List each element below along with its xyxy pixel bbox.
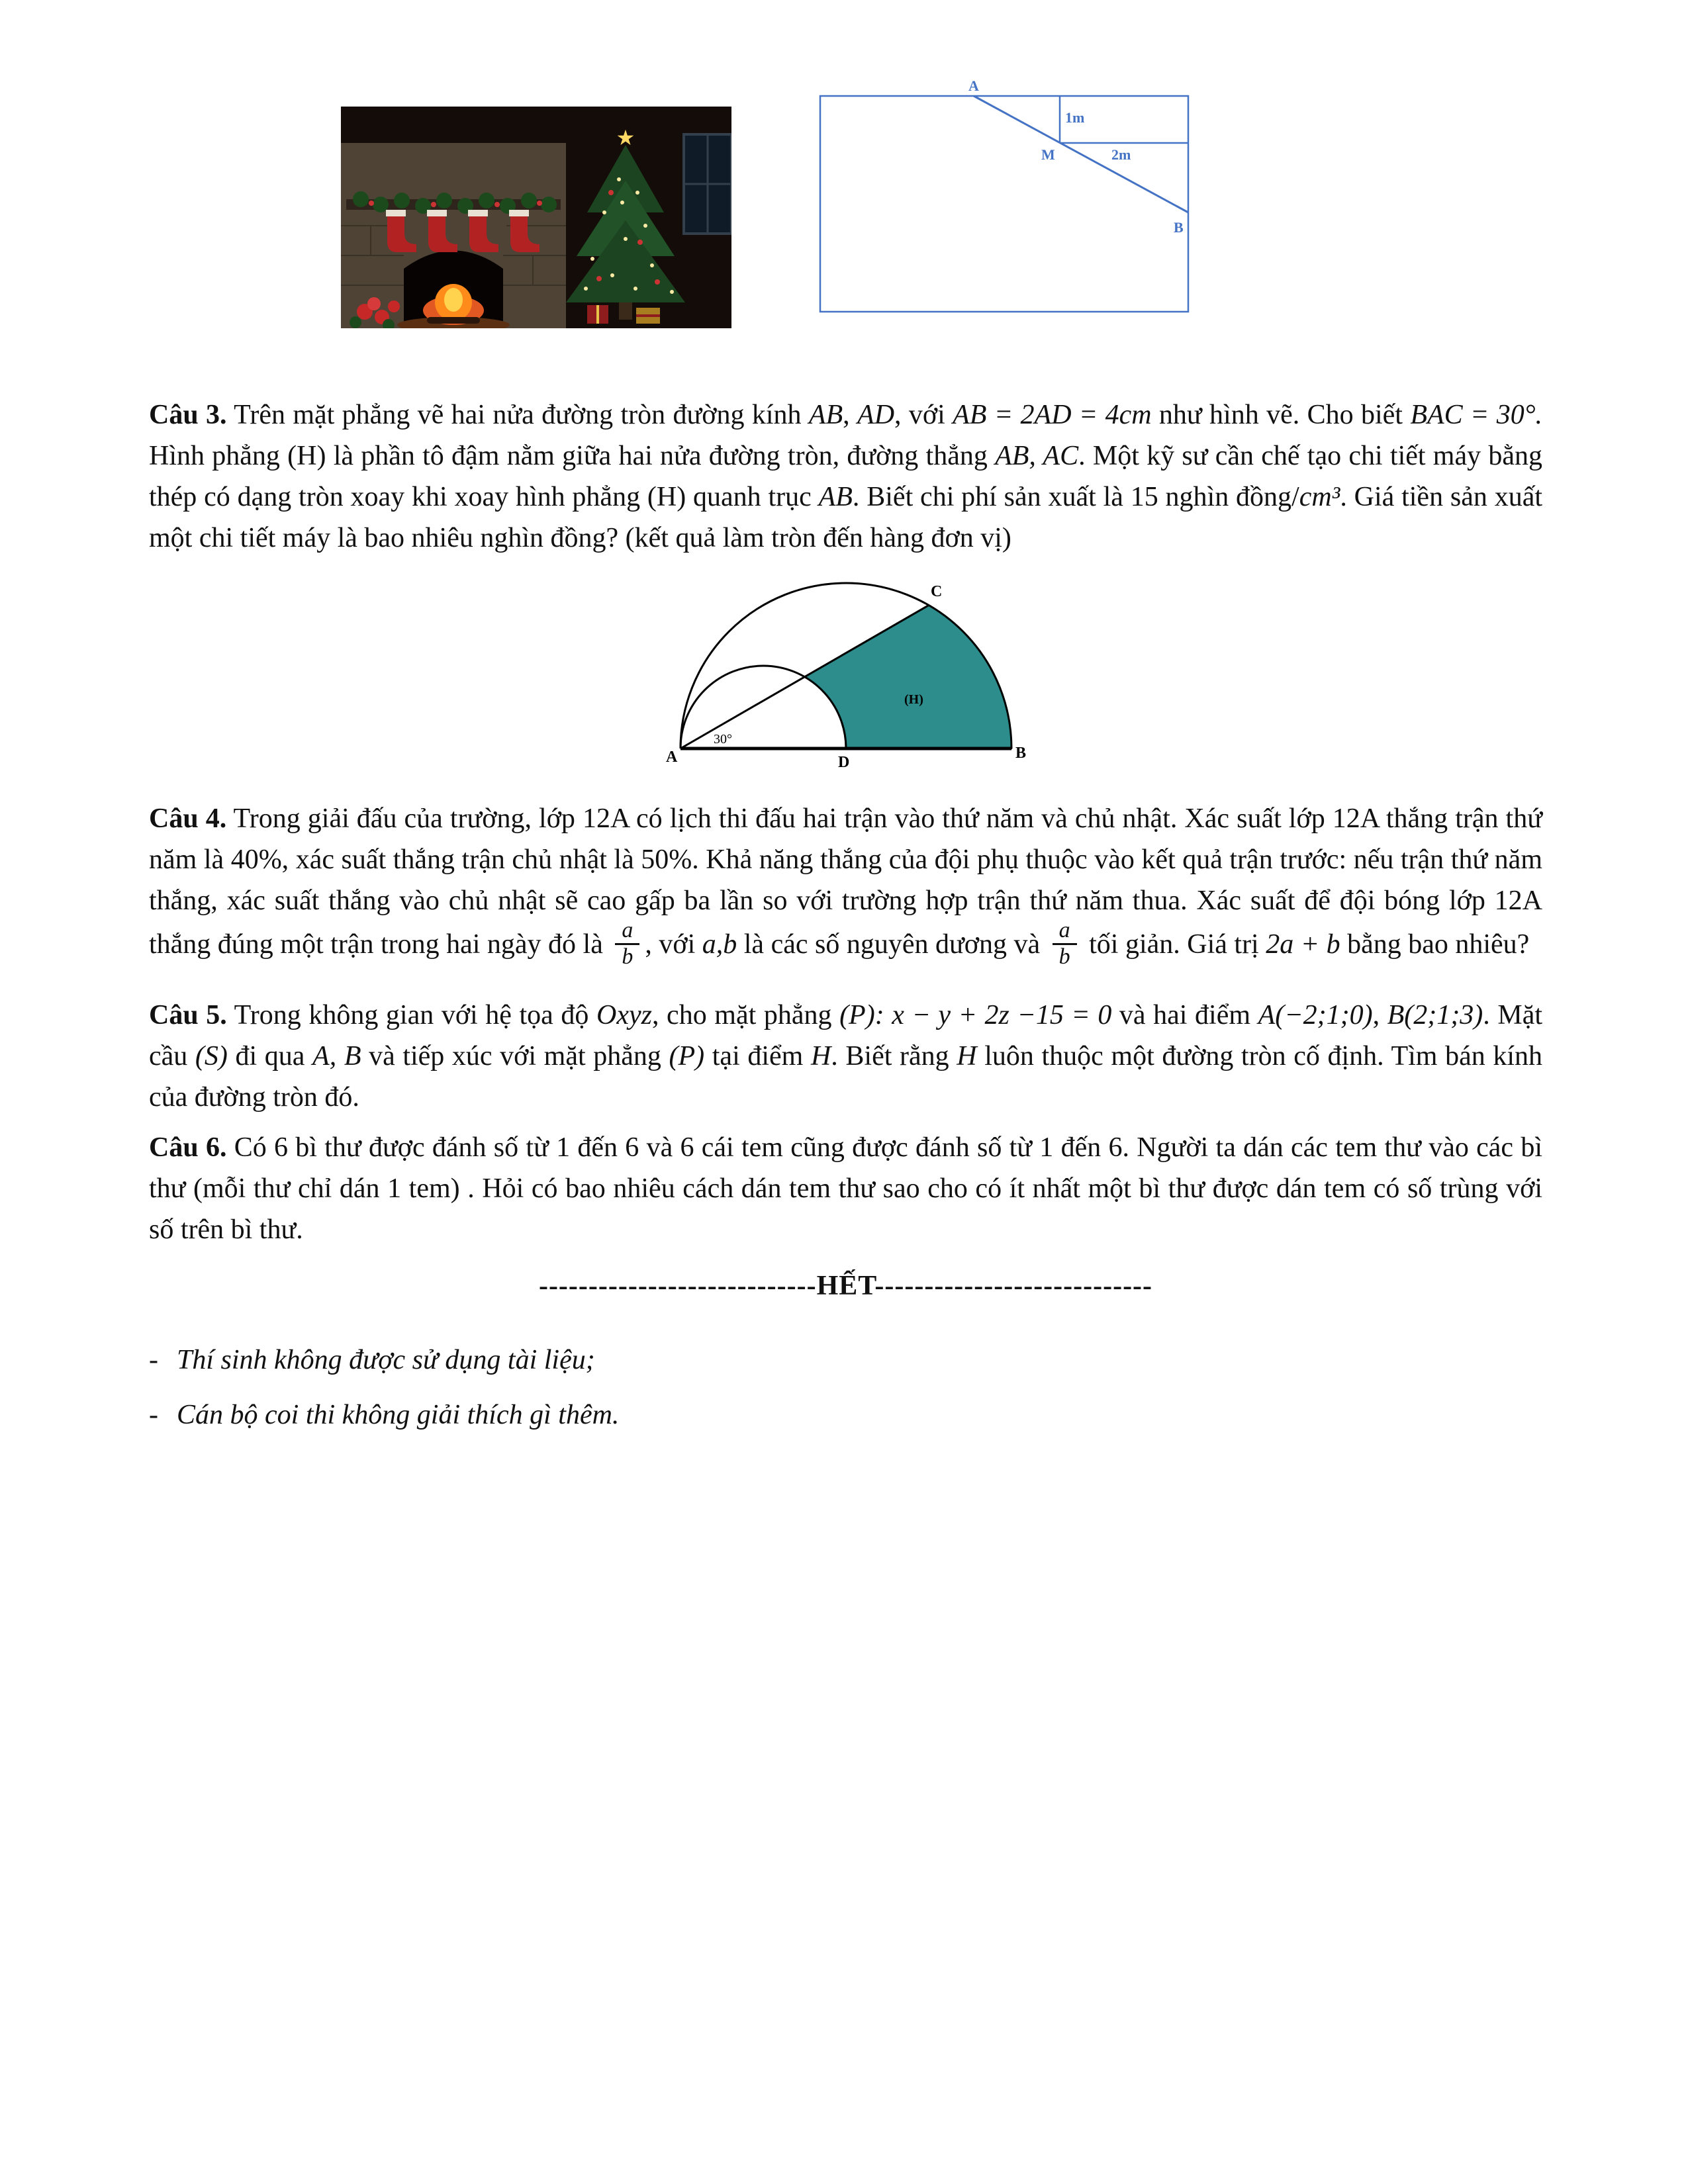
pool-rectangle: [820, 96, 1188, 312]
label-A: A: [665, 748, 677, 766]
question-4: Câu 4. Trong giải đấu của trường, lớp 12A có lịch thi đấu hai trận vào thứ năm và chủ nhật. Xác suất lớp 12A thắng trận thứ năm là 40%, xác suất thắng trận chủ nhật là 50%. Khả năng thắng của đội phụ thuộc vào kết quả trận trước: nếu trận thứ năm thắng, xác suất thắng vào chủ nhật sẽ cao gấp ba lần so với trường hợp trận thứ năm thua. Xác suất để đội bóng lớp 12A thắng đúng một trận trong hai ngày đó là $\frac{a}{b}$ , với a,b là các số nguyên dương và $\frac{a}{b}$ tối giản. Giá trị 2a + b bằng bao nhiêu?: [149, 803, 1542, 969]
end-divider: ----------------------------HẾT----------------------------: [538, 1271, 1153, 1302]
label-2m: 2m: [1111, 146, 1131, 163]
question-6: Câu 6. Có 6 bì thư được đánh số từ 1 đến 6 và 6 cái tem cũng được đánh số từ 1 đến 6. Người ta dán các tem thư vào các bì thư (mỗi thư chỉ dán 1 tem) . Hỏi có bao nhiêu cách dán tem thư sao cho có ít nhất một bì thư được dán tem có số trùng với số trên bì thư.: [149, 1132, 1542, 1246]
label-B: B: [1174, 219, 1184, 236]
fraction: $\frac{a}{b}$: [615, 919, 639, 969]
label-1m: 1m: [1065, 109, 1085, 126]
fraction: $\frac{a}{b}$: [1053, 919, 1077, 969]
top-figures-row: [341, 76, 1542, 328]
page-content: [149, 0, 1542, 1435]
note-no-explanation: [149, 1395, 1542, 1435]
note-dash: -: [149, 1345, 158, 1376]
shaded-region-H: [804, 605, 1011, 749]
label-angle: 30°: [713, 731, 732, 747]
note-text: Thí sinh không được sử dụng tài liệu;: [177, 1345, 595, 1376]
note-no-materials: [149, 1340, 1542, 1381]
tree-star: ★: [616, 126, 635, 150]
note-text: Cán bộ coi thi không giải thích gì thêm.: [177, 1400, 620, 1431]
christmas-photo: [341, 107, 731, 328]
window: [684, 134, 731, 234]
question-3: Câu 3. Trên mặt phẳng vẽ hai nửa đường tròn đường kính AB, AD, với AB = 2AD = 4cm như hình vẽ. Cho biết BAC = 30°. Hình phẳng (H) là phần tô đậm nằm giữa hai nửa đường tròn, đường thẳng AB, AC. Một kỹ sư cần chế tạo chi tiết máy bằng thép có dạng tròn xoay khi xoay hình phẳng (H) quanh trục AB. Biết chi phí sản xuất là 15 nghìn đồng/cm³. Giá tiền sản xuất một chi tiết máy là bao nhiêu nghìn đồng? (kết quả làm tròn đến hàng đơn vị): [149, 400, 1543, 554]
question-5: Câu 5. Trong không gian với hệ tọa độ Oxyz, cho mặt phẳng (P): x − y + 2z −15 = 0 và hai điểm A(−2;1;0), B(2;1;3). Mặt cầu (S) đi qua A, B và tiếp xúc với mặt phẳng (P) tại điểm H. Biết rằng H luôn thuộc một đường tròn cố định. Tìm bán kính của đường tròn đó.: [149, 999, 1543, 1113]
label-A: A: [968, 77, 979, 94]
label-D: D: [837, 753, 849, 771]
pool-diagram: [819, 76, 1190, 320]
note-dash: -: [149, 1400, 158, 1431]
rotation-figure-wrap: [149, 570, 1542, 781]
label-B: B: [1015, 744, 1026, 762]
label-region-H: (H): [904, 692, 923, 707]
label-C: C: [930, 582, 942, 600]
rotation-figure: [661, 570, 1031, 774]
label-M: M: [1041, 146, 1055, 163]
